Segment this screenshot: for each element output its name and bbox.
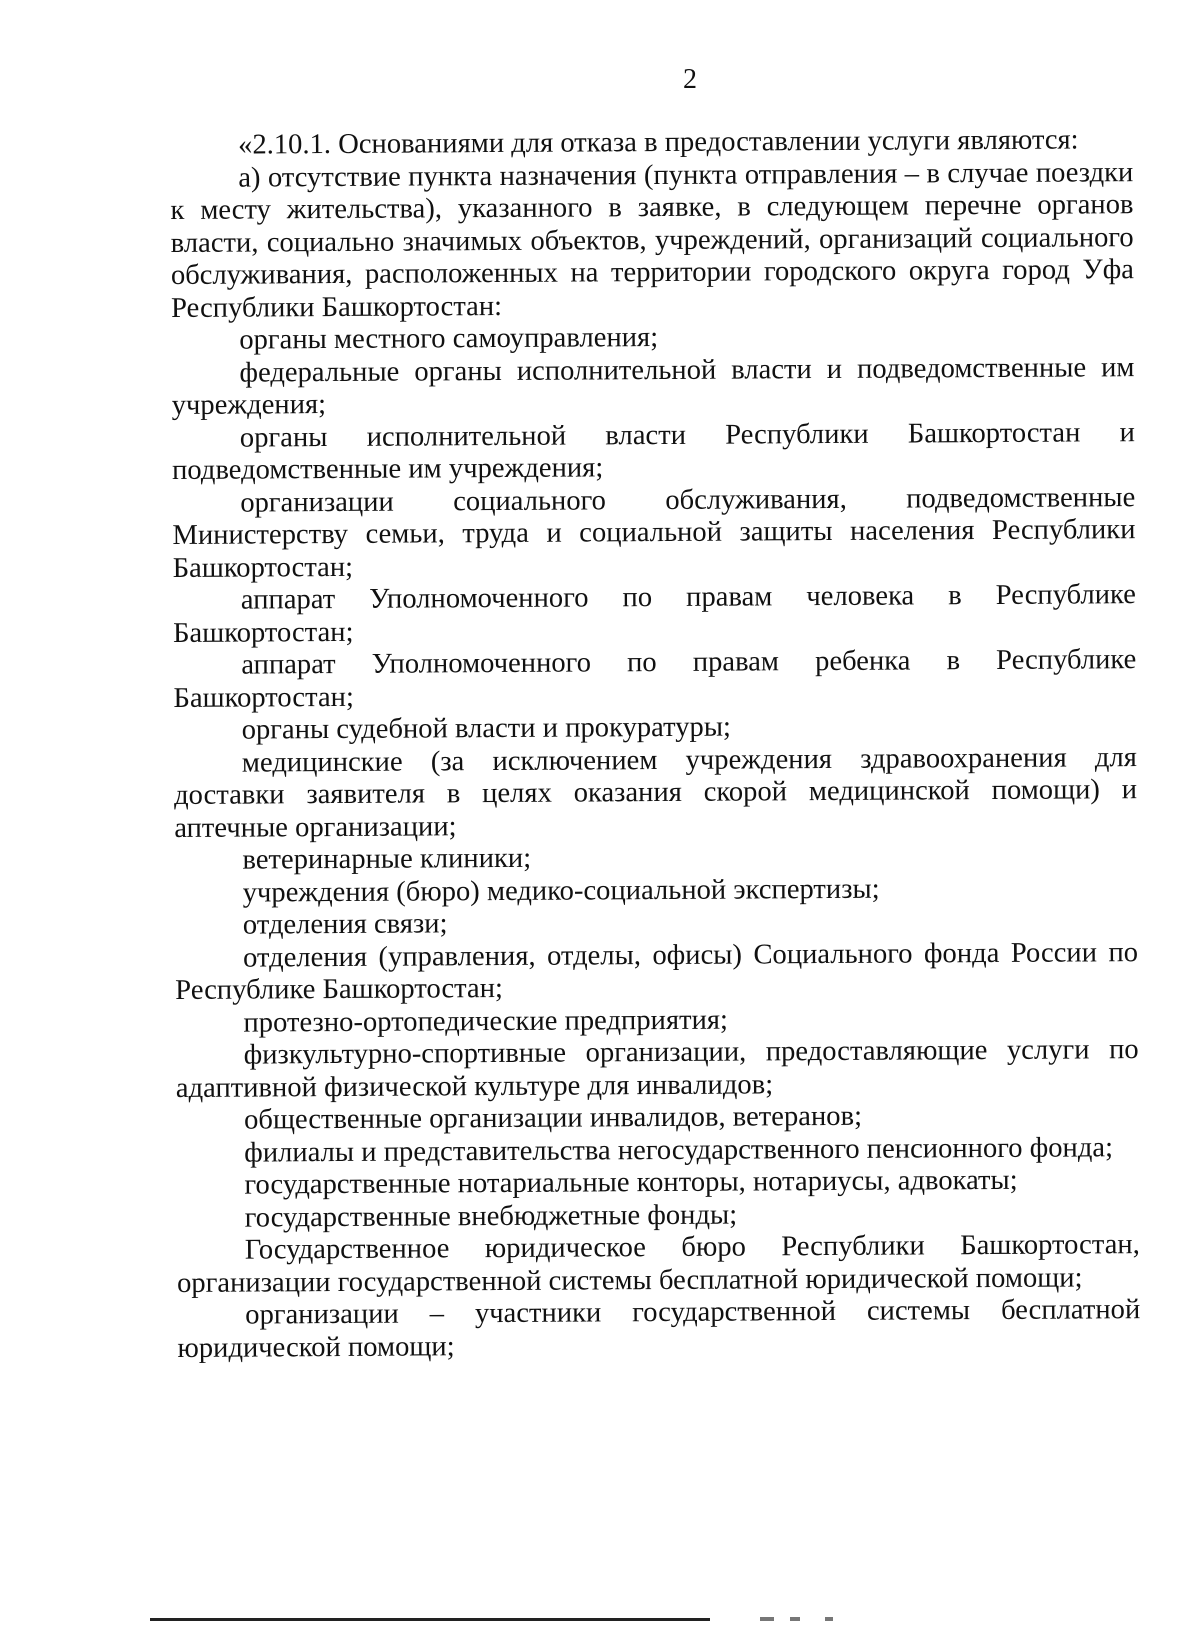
- bottom-scan-mark: [790, 1617, 800, 1621]
- list-item: общественные организации инвалидов, ветеранов;: [243, 1100, 863, 1136]
- list-item: организации социального обслуживания, подведомственные Министерству семьи, труда и социальной защиты населения Республики Башкортостан;: [172, 481, 1136, 584]
- list-item: органы исполнительной власти Республики Башкортостан и подведомственные им учреждения;: [171, 416, 1135, 486]
- list-item: отделения (управления, отделы, офисы) Социального фонда России по Республике Башкортостан;: [175, 936, 1139, 1006]
- page-number: 2: [683, 64, 697, 95]
- list-item: филиалы и представительства негосударственного пенсионного фонда;: [244, 1131, 1114, 1169]
- list-item: аппарат Уполномоченного по правам человека в Республике Башкортостан;: [172, 579, 1136, 649]
- bottom-scan-mark: [825, 1617, 833, 1621]
- list-item: протезно-ортопедические предприятия;: [243, 1004, 729, 1039]
- list-item: организации – участники государственной системы бесплатной юридической помощи;: [177, 1294, 1141, 1364]
- document-body: [170, 124, 1141, 1365]
- list-item: аппарат Уполномоченного по правам ребенка в Республике Башкортостан;: [173, 644, 1137, 714]
- list-item: государственные нотариальные конторы, нотариусы, адвокаты;: [244, 1164, 1018, 1201]
- list-item: ветеринарные клиники;: [242, 842, 532, 876]
- list-item: медицинские (за исключением учреждения здравоохранения для доставки заявителя в целях оказания скорой медицинской помощи) и аптечные организации;: [173, 741, 1138, 844]
- list-item: органы местного самоуправления;: [239, 322, 659, 356]
- list-item: органы судебной власти и прокуратуры;: [241, 711, 732, 746]
- list-item: отделения связи;: [242, 908, 448, 941]
- list-item: Государственное юридическое бюро Республики Башкортостан, организации государственной системы бесплатной юридической помощи;: [176, 1229, 1140, 1299]
- paragraph-item-a: а) отсутствие пункта назначения (пункта отправления – в случае поездки к месту жительства), указанного в заявке, в следующем перечне органов власти, социально значимых объектов, учреждений, организаций социального обслуживания, расположенных на территории городского округа город Уфа Республики Башкортостан:: [170, 156, 1134, 324]
- paragraph-intro: «2.10.1. Основаниями для отказа в предоставлении услуги являются:: [237, 124, 1079, 161]
- list-item: государственные внебюджетные фонды;: [244, 1199, 738, 1234]
- list-item: физкультурно-спортивные организации, предоставляющие услуги по адаптивной физической культуре для инвалидов;: [175, 1034, 1139, 1104]
- list-item: федеральные органы исполнительной власти и подведомственные им учреждения;: [171, 351, 1135, 421]
- bottom-scan-edge: [150, 1618, 710, 1621]
- list-item: учреждения (бюро) медико-социальной экспертизы;: [242, 873, 880, 909]
- bottom-scan-mark: [760, 1617, 774, 1621]
